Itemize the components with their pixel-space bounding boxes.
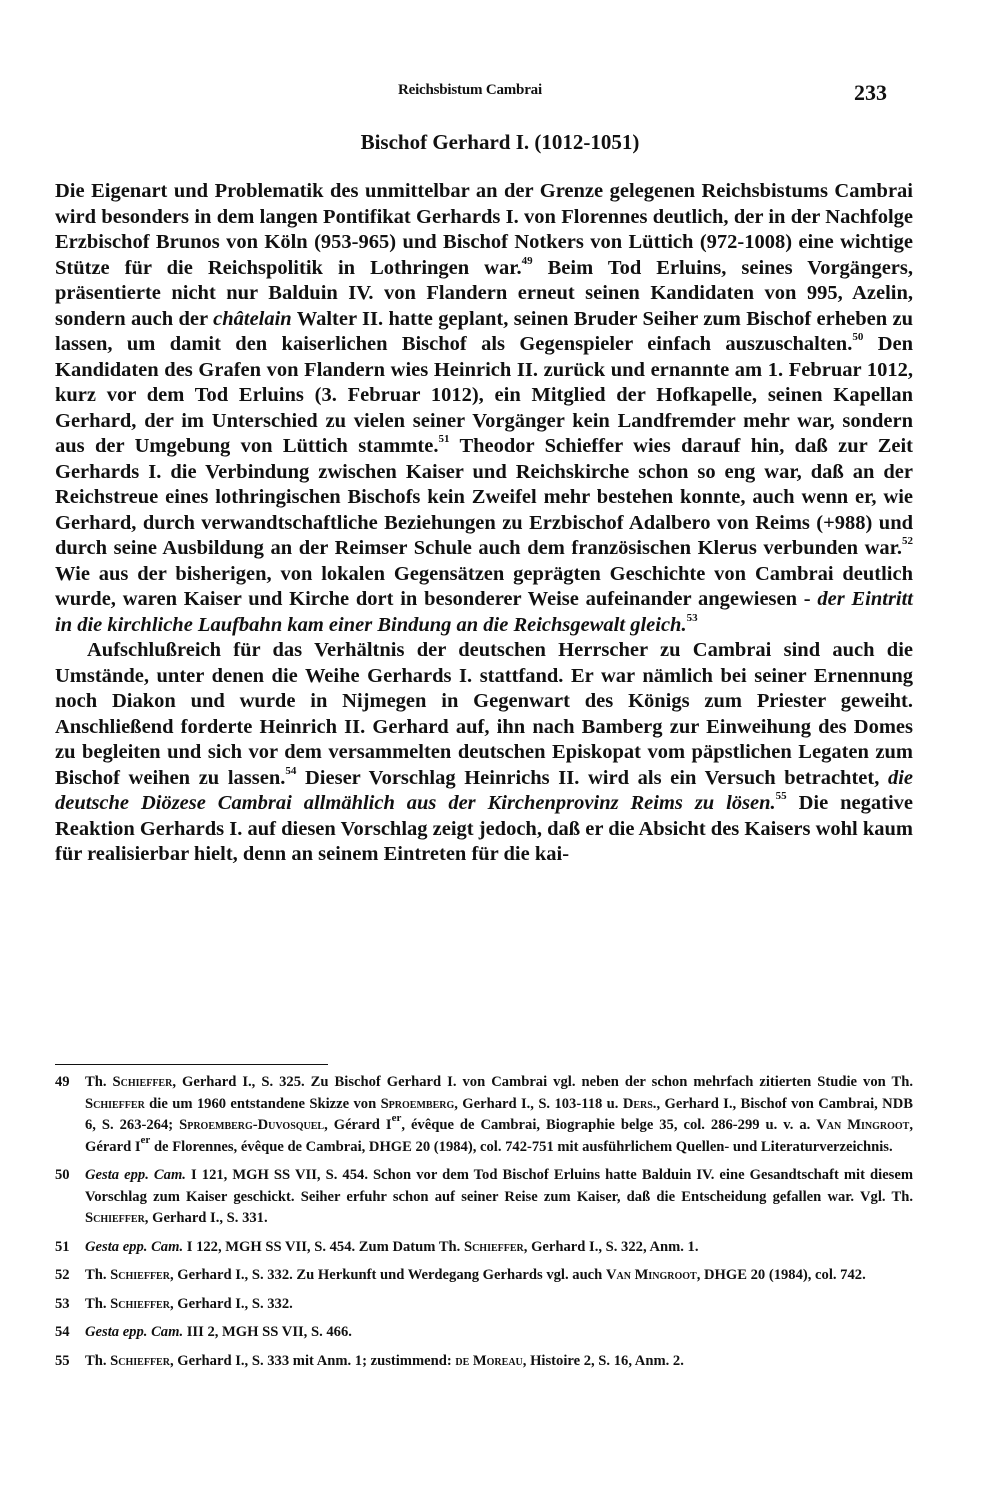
footnote-text: I 122, MGH SS VII, S. 454. Zum Datum Th. xyxy=(183,1238,464,1255)
footnote-ref: 49 xyxy=(521,254,533,267)
footnote-number: 54 xyxy=(55,1324,70,1340)
footnote-number: 49 xyxy=(55,1074,70,1090)
source-title: Gesta epp. Cam. xyxy=(85,1167,186,1183)
footnote-text: de Florennes, évêque de Cambrai, DHGE 20 (1984), col. 742-751 mit ausführlichem Quellen- und Literaturverzeichnis. xyxy=(150,1138,893,1155)
footnote-text: Th. xyxy=(85,1295,111,1312)
author-name: de Moreau xyxy=(455,1352,523,1369)
author-name: Schieffer xyxy=(463,1238,524,1255)
text-run: Den Kandidaten des Grafen von Flandern wies Heinrich II. zurück und ernannte am 1. Februar 1012, kurz vor dem Tod Erluins (3. Februar 1012), ein Mitglied der Hofkapelle, seinen Kapellan Gerhard, der im Unterschied zu vielen seiner Vorgänger kein Landfremder mehr war, sondern aus der Umgebung von Lüttich stammte. xyxy=(55,333,913,457)
running-header xyxy=(0,80,1000,110)
footnote-text: , Gérard I xyxy=(324,1117,392,1133)
italic-term: châtelain xyxy=(213,307,292,330)
footnote-text: , Gerhard I., S. 332. Zu Herkunft und Werdegang Gerhards vgl. auch xyxy=(169,1267,606,1283)
footnote-ref: 51 xyxy=(438,433,450,446)
author-name: Schieffer xyxy=(112,1074,173,1090)
author-name: Schieffer xyxy=(110,1295,170,1312)
paragraph-1 xyxy=(55,179,913,638)
footnote-52 xyxy=(55,1265,913,1287)
author-name: Van Mingroot xyxy=(605,1267,697,1283)
section-title: Bischof Gerhard I. (1012-1051) xyxy=(360,130,640,154)
footnote-number: 53 xyxy=(55,1295,70,1312)
footnote-ref: 55 xyxy=(775,790,787,803)
italic-quote: die deutsche Diözese Cambrai allmählich aus der Kirchenprovinz Reims zu lösen. xyxy=(55,766,914,814)
footnote-number: 52 xyxy=(55,1267,70,1283)
author-name: Schieffer xyxy=(110,1267,170,1283)
superscript: er xyxy=(391,1112,402,1125)
footnote-ref: 54 xyxy=(285,764,297,777)
footnote-text: , Histoire 2, S. 16, Anm. 2. xyxy=(522,1352,684,1369)
footnote-rule xyxy=(55,1064,328,1065)
footnote-number: 55 xyxy=(55,1352,70,1369)
footnote-text: , Gérard I xyxy=(85,1117,913,1155)
footnote-text: , Gerhard I., S. 331. xyxy=(144,1210,268,1226)
footnote-text: die um 1960 entstandene Skizze von xyxy=(144,1095,381,1112)
footnote-55 xyxy=(55,1351,913,1373)
text-run: Beim Tod Erluins, seines Vorgängers, präsentierte nicht nur Balduin IV. von Flandern erneut seinen Kandidaten von 995, Azelin, sondern auch der xyxy=(55,256,914,330)
author-name: Schieffer xyxy=(85,1210,145,1226)
footnote-text: III 2, MGH SS VII, S. 466. xyxy=(183,1324,352,1340)
footnote-text: , Gerhard I., Bischof von Cambrai, NDB 6, S. 263-264; xyxy=(85,1095,913,1133)
footnote-text: , Gerhard I., S. 325. Zu Bischof Gerhard I. von Cambrai vgl. neben der schon mehrfach zitierten Studie von Th. xyxy=(172,1074,913,1090)
footnote-text: I 121, MGH SS VII, S. 454. Schon vor dem Tod Bischof Erluins hatte Balduin IV. eine Gesandtschaft mit diesem Vorschlag zum Kaiser geschickt. Seiher erfuhr schon auf seiner Reise zum Kaiser, daß die Entscheidung gefallen war. Vgl. Th. xyxy=(85,1167,913,1205)
author-name: Sproemberg-Duvosquel xyxy=(179,1117,325,1133)
footnote-text: , DHGE 20 (1984), col. 742. xyxy=(696,1267,866,1283)
footnotes xyxy=(55,1072,913,1379)
author-name: Schieffer xyxy=(110,1352,170,1369)
superscript: er xyxy=(140,1133,151,1146)
author-name: Schieffer xyxy=(85,1095,145,1112)
italic-quote: der Eintritt in die kirchliche Laufbahn kam einer Bindung an die Reichsgewalt gleich. xyxy=(55,588,914,636)
footnote-text: , Gerhard I., S. 332. xyxy=(169,1295,293,1312)
footnote-51 xyxy=(55,1237,913,1259)
footnote-49 xyxy=(55,1072,913,1158)
text-run: Die Eigenart und Problematik des unmittelbar an der Grenze gelegenen Reichsbistums Cambrai wird besonders in dem langen Pontifikat Gerhards I. von Florennes deutlich, der in der Nachfolge Erzbischof Brunos von Köln (953-965) und Bischof Notkers von Lüttich (972-1008) eine wichtige Stütze für die Reichspolitik in Lothringen war. xyxy=(55,180,913,279)
author-name: Ders. xyxy=(622,1095,657,1112)
footnote-ref: 52 xyxy=(902,535,913,548)
source-title: Gesta epp. Cam. xyxy=(85,1324,184,1340)
text-run: Dieser Vorschlag Heinrichs II. wird als ein Versuch betrachtet, xyxy=(296,766,888,789)
footnote-ref: 50 xyxy=(852,331,864,344)
footnote-number: 51 xyxy=(55,1238,70,1255)
running-title: Reichsbistum Cambrai xyxy=(398,82,542,98)
footnote-53 xyxy=(55,1294,913,1316)
text-run: Aufschlußreich für das Verhältnis der deutschen Herrscher zu Cambrai sind auch die Umstände, unter denen die Weihe Gerhards I. stattfand. Er war nämlich bei seiner Ernennung noch Diakon und wurde in Nijmegen in Gegenwart des Königs zum Priester geweiht. Anschließend forderte Heinrich II. Gerhard auf, ihn nach Bamberg zur Einweihung des Domes zu begleiten und sich vor dem versammelten deutschen Episkopat vom päpstlichen Legaten zum Bischof weihen zu lassen. xyxy=(55,639,913,789)
footnote-ref: 53 xyxy=(686,611,698,624)
footnote-number: 50 xyxy=(55,1167,70,1183)
author-name: Sproemberg xyxy=(380,1095,455,1112)
text-run: Die negative Reaktion Gerhards I. auf diesen Vorschlag zeigt jedoch, daß er die Absicht des Kaisers wohl kaum für realisierbar hielt, denn an seinem Eintreten für die kai- xyxy=(55,792,913,865)
page-number: 233 xyxy=(854,80,887,105)
footnote-text: , Gerhard I., S. 333 mit Anm. 1; zustimmend: xyxy=(169,1352,456,1369)
footnote-text: Th. xyxy=(85,1352,111,1369)
footnote-text: , Gerhard I., S. 103-118 u. xyxy=(454,1095,623,1112)
source-title: Gesta epp. Cam. xyxy=(85,1238,184,1255)
footnote-text: , Gerhard I., S. 322, Anm. 1. xyxy=(523,1238,699,1255)
footnote-text: Th. xyxy=(85,1074,113,1090)
paragraph-2 xyxy=(55,638,913,868)
text-run: Theodor Schieffer wies darauf hin, daß zur Zeit Gerhards I. die Verbindung zwischen Kaiser und Reichskirche schon so eng war, daß an der Reichstreue eines lothringischen Bischofs kein Zweifel mehr bestehen konnte, auch wenn er, wie Gerhard, durch verwandtschaftliche Beziehungen zu Erzbischof Adalbero von Reims (+988) und durch seine Ausbildung an der Reimser Schule auch dem französischen Klerus verbunden war. xyxy=(55,435,913,559)
footnote-text: , évêque de Cambrai, Biographie belge 35, col. 286-299 u. v. a. xyxy=(401,1117,817,1133)
footnote-54 xyxy=(55,1322,913,1344)
footnote-text: Th. xyxy=(85,1267,111,1283)
text-run: Wie aus der bisherigen, von lokalen Gegensätzen geprägten Geschichte von Cambrai deutlich wurde, waren Kaiser und Kirche dort in besonderer Weise aufeinander angewiesen - xyxy=(55,562,913,610)
author-name: Van Mingroot xyxy=(816,1117,910,1133)
text-run: Walter II. hatte geplant, seinen Bruder Seiher zum Bischof erheben zu lassen, um damit den kaiserlichen Bischof als Gegenspieler einfach auszuschalten. xyxy=(55,307,913,355)
body-text xyxy=(55,179,913,868)
footnote-50 xyxy=(55,1165,913,1230)
